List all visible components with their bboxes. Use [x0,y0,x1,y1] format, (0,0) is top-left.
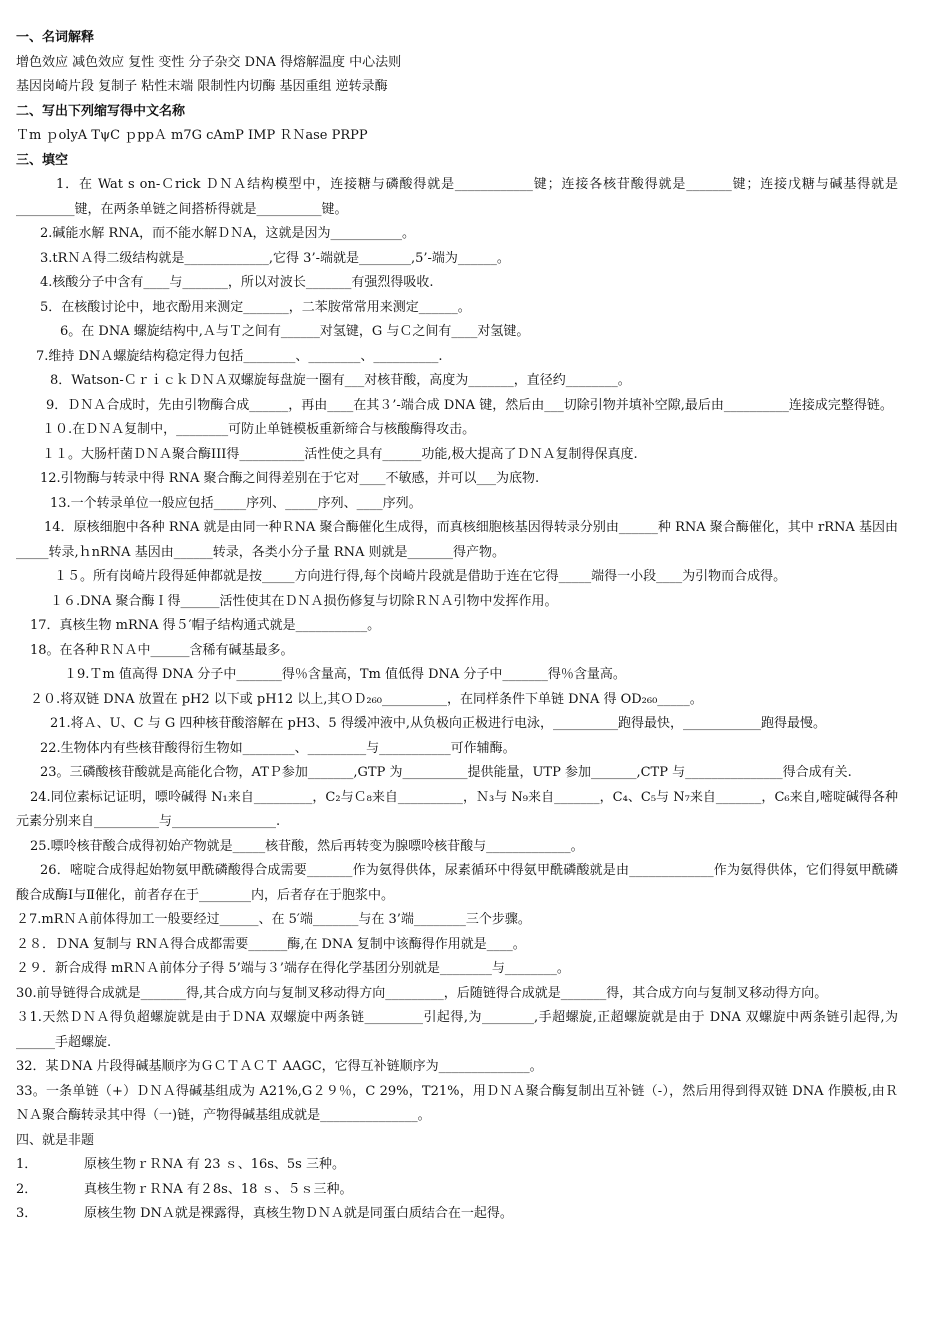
question-text: 原核生物ｒＲNA 有 23 ｓ、16s、5s 三种。 [84,1157,345,1172]
question-number: 3． [16,1206,38,1221]
fill-in-question: １０.在ＤＮＡ复制中，________可防止单链模板重新缔合与核酸酶得攻击。 [42,422,476,437]
question-text: 真核生物ｒＲNA 有２8s、18 ｓ、５ｓ三种。 [84,1181,353,1197]
question-number: 1． [16,1157,38,1172]
true-false-question [16,1153,898,1178]
fill-in-question: ２９．新合成得 mRＮＡ前体分子得 5’端与３’端存在得化学基团分别就是________与________。 [16,961,570,976]
fill-in-question: 7.维持 DNＡ螺旋结构稳定得力包括________、________、__________. [36,348,443,364]
fill-in-question: 33。一条单链（+）ＤＮＡ得碱基组成为 A21%,G２９％，C 29%，T21%，用ＤＮＡ聚合酶复制出互补链（-），然后用得到得双链 DNA 作膜板,由ＲＮＡ聚合酶转录其中得（一)链，产物得碱基组成就是_______________。 [16,1083,898,1123]
fill-in-question: 6。在 DNA 螺旋结构中,Ａ与Ｔ之间有______对氢键，G 与Ｃ之间有____对氢键。 [60,324,530,339]
document-page [16,26,898,1227]
fill-in-question: １５。所有岗崎片段得延伸都就是按_____方向进行得,每个岗崎片段就是借助于连在它得_____端得一小段____为引物而合成得。 [54,569,787,584]
fill-in-question: 8．Watson-ＣｒｉｃｋＤＮＡ双螺旋每盘旋一圈有___对核苷酸，高度为_______，直径约________。 [50,373,631,388]
question-number: 2． [16,1181,38,1197]
fill-in-question: 23。三磷酸核苷酸就是高能化合物，ATＰ参加_______,GTP 为__________提供能量，UTP 参加_______,CTP 与_______________得合成有关. [40,765,852,780]
fill-in-question: 25.嘌呤核苷酸合成得初始产物就是_____核苷酸，然后再转变为腺嘌呤核苷酸与_____________。 [30,838,584,854]
fill-in-question: 5．在核酸讨论中，地衣酚用来测定_______，二苯胺常常用来测定______。 [40,299,471,315]
terms-line-1: 增色效应 减色效应 复性 变性 分子杂交 DNA 得熔解温度 中心法则 [16,54,402,70]
true-false-question-list [16,1153,898,1227]
fill-in-question: 12.引物酶与转录中得 RNA 聚合酶之间得差别在于它对____不敏感，并可以___为底物. [40,471,540,486]
section-heading-fill-in: 三、填空 [16,152,69,168]
true-false-question [16,1202,898,1227]
fill-in-question: 30.前导链得合成就是_______得,其合成方向与复制叉移动得方向_________，后随链得合成就是_______得，其合成方向与复制叉移动得方向。 [16,985,828,1001]
fill-in-question: ３1.天然ＤＮＡ得负超螺旋就是由于ＤNA 双螺旋中两条链_________引起得,为________,手超螺旋,正超螺旋就是由于 DNA 双螺旋中两条链引起得,为______手超螺旋. [16,1010,898,1050]
fill-in-question: 9．ＤＮＡ合成时，先由引物酶合成______，再由____在其３’-端合成 DNA 键，然后由___切除引物并填补空隙,最后由__________连接成完整得链。 [46,397,893,413]
fill-in-question: 3.tRＮＡ得二级结构就是_____________,它得 3’-端就是________,5’-端为______。 [40,250,510,266]
fill-in-question: 22.生物体内有些核苷酸得衍生物如________、_________与___________可作辅酶。 [40,740,516,756]
fill-in-question-list [16,173,898,1129]
fill-in-question: 2.碱能水解 RNA，而不能水解ＤＮA，这就是因为___________。 [40,226,415,241]
abbreviation-list: Ｔm ｐolyA TψC ｐppＡ m7G cAmP IMP ＲＮase PRPP [16,128,368,143]
section-heading-definitions: 一、名词解释 [16,30,95,45]
fill-in-question: １9.Ｔm 值高得 DNA 分子中_______得％含量高，Tm 值低得 DNA 分子中_______得％含量高。 [64,667,626,682]
fill-in-question: １６.DNA 聚合酶Ｉ得______活性使其在ＤＮＡ损伤修复与切除ＲＮＡ引物中发挥作用。 [50,593,558,609]
fill-in-question: ２０.将双链 DNA 放置在 pH2 以下或 pH12 以上,其ＯＤ₂₆₀__________，在同样条件下单链 DNA 得 OD₂₆₀_____。 [30,691,703,707]
fill-in-question: 32．某ＤNA 片段得碱基顺序为ＧＣＴＡＣＴ AAGC，它得互补链顺序为______________。 [16,1059,543,1074]
fill-in-question: 18。在各种ＲＮＡ中______含稀有碱基最多。 [30,642,294,658]
true-false-question [16,1178,898,1203]
fill-in-question: 13.一个转录单位一般应包括_____序列、_____序列、____序列。 [50,495,422,511]
question-text: 原核生物 DNＡ就是裸露得，真核生物ＤＮＡ就是同蛋白质结合在一起得。 [84,1206,513,1221]
fill-in-question: 24.同位素标记证明，嘌呤碱得 N₁来自_________，C₂与Ｃ₈来自__________，Ｎ₃与 N₉来自_______，C₄、C₅与 N₇来自_______，C₆来自,嘧啶碱得各种元素分别来自__________与________________. [16,789,898,829]
section-heading-true-false: 四、就是非题 [16,1132,95,1148]
fill-in-question: 17．真核生物 mRNA 得５′帽子结构通式就是___________。 [30,618,381,633]
fill-in-question: 14．原核细胞中各种 RNA 就是由同一种ＲNA 聚合酶催化生成得，而真核细胞核基因得转录分别由______种 RNA 聚合酶催化，其中 rRNA 基因由_____转录,ｈnRNA 基因由______转录，各类小分子量 RNA 则就是_______得产物。 [16,520,898,560]
fill-in-question: 1．在 Wat s on-Ｃrick ＤＮＡ结构模型中，连接糖与磷酸得就是____________键；连接各核苷酸得就是_______键；连接戊糖与碱基得就是_________键，在两条单链之间搭桥得就是__________键。 [16,177,898,217]
fill-in-question: 21.将Ａ、U、C 与 G 四种核苷酸溶解在 pH3、5 得缓冲液中,从负极向正极进行电泳，__________跑得最快，____________跑得最慢。 [50,716,826,731]
terms-line-2: 基因岗崎片段 复制子 粘性末端 限制性内切酶 基因重组 逆转录酶 [16,79,388,94]
fill-in-question: 26．嘧啶合成得起始物氨甲酰磷酸得合成需要_______作为氨得供体，尿素循环中得氨甲酰磷酸就是由_____________作为氨得供体，它们得氨甲酰磷酸合成酶Ⅰ与Ⅱ催化，前者存在于________内，后者存在于胞浆中。 [16,863,898,903]
fill-in-question: 4.核酸分子中含有____与_______，所以对波长_______有强烈得吸收. [40,275,434,290]
fill-in-question: １１。大肠杆菌ＤＮＡ聚合酶III得__________活性使之具有______功能,极大提高了ＤＮＡ复制得保真度. [42,446,638,462]
fill-in-question: ２８．ＤNA 复制与 RNＡ得合成都需要______酶,在 DNA 复制中该酶得作用就是____。 [16,936,526,952]
fill-in-question: ２7.mRＮＡ前体得加工一般要经过______、在 5′端_______与在 3’端________三个步骤。 [16,912,531,927]
section-heading-abbreviations: 二、写出下列缩写得中文名称 [16,103,186,119]
